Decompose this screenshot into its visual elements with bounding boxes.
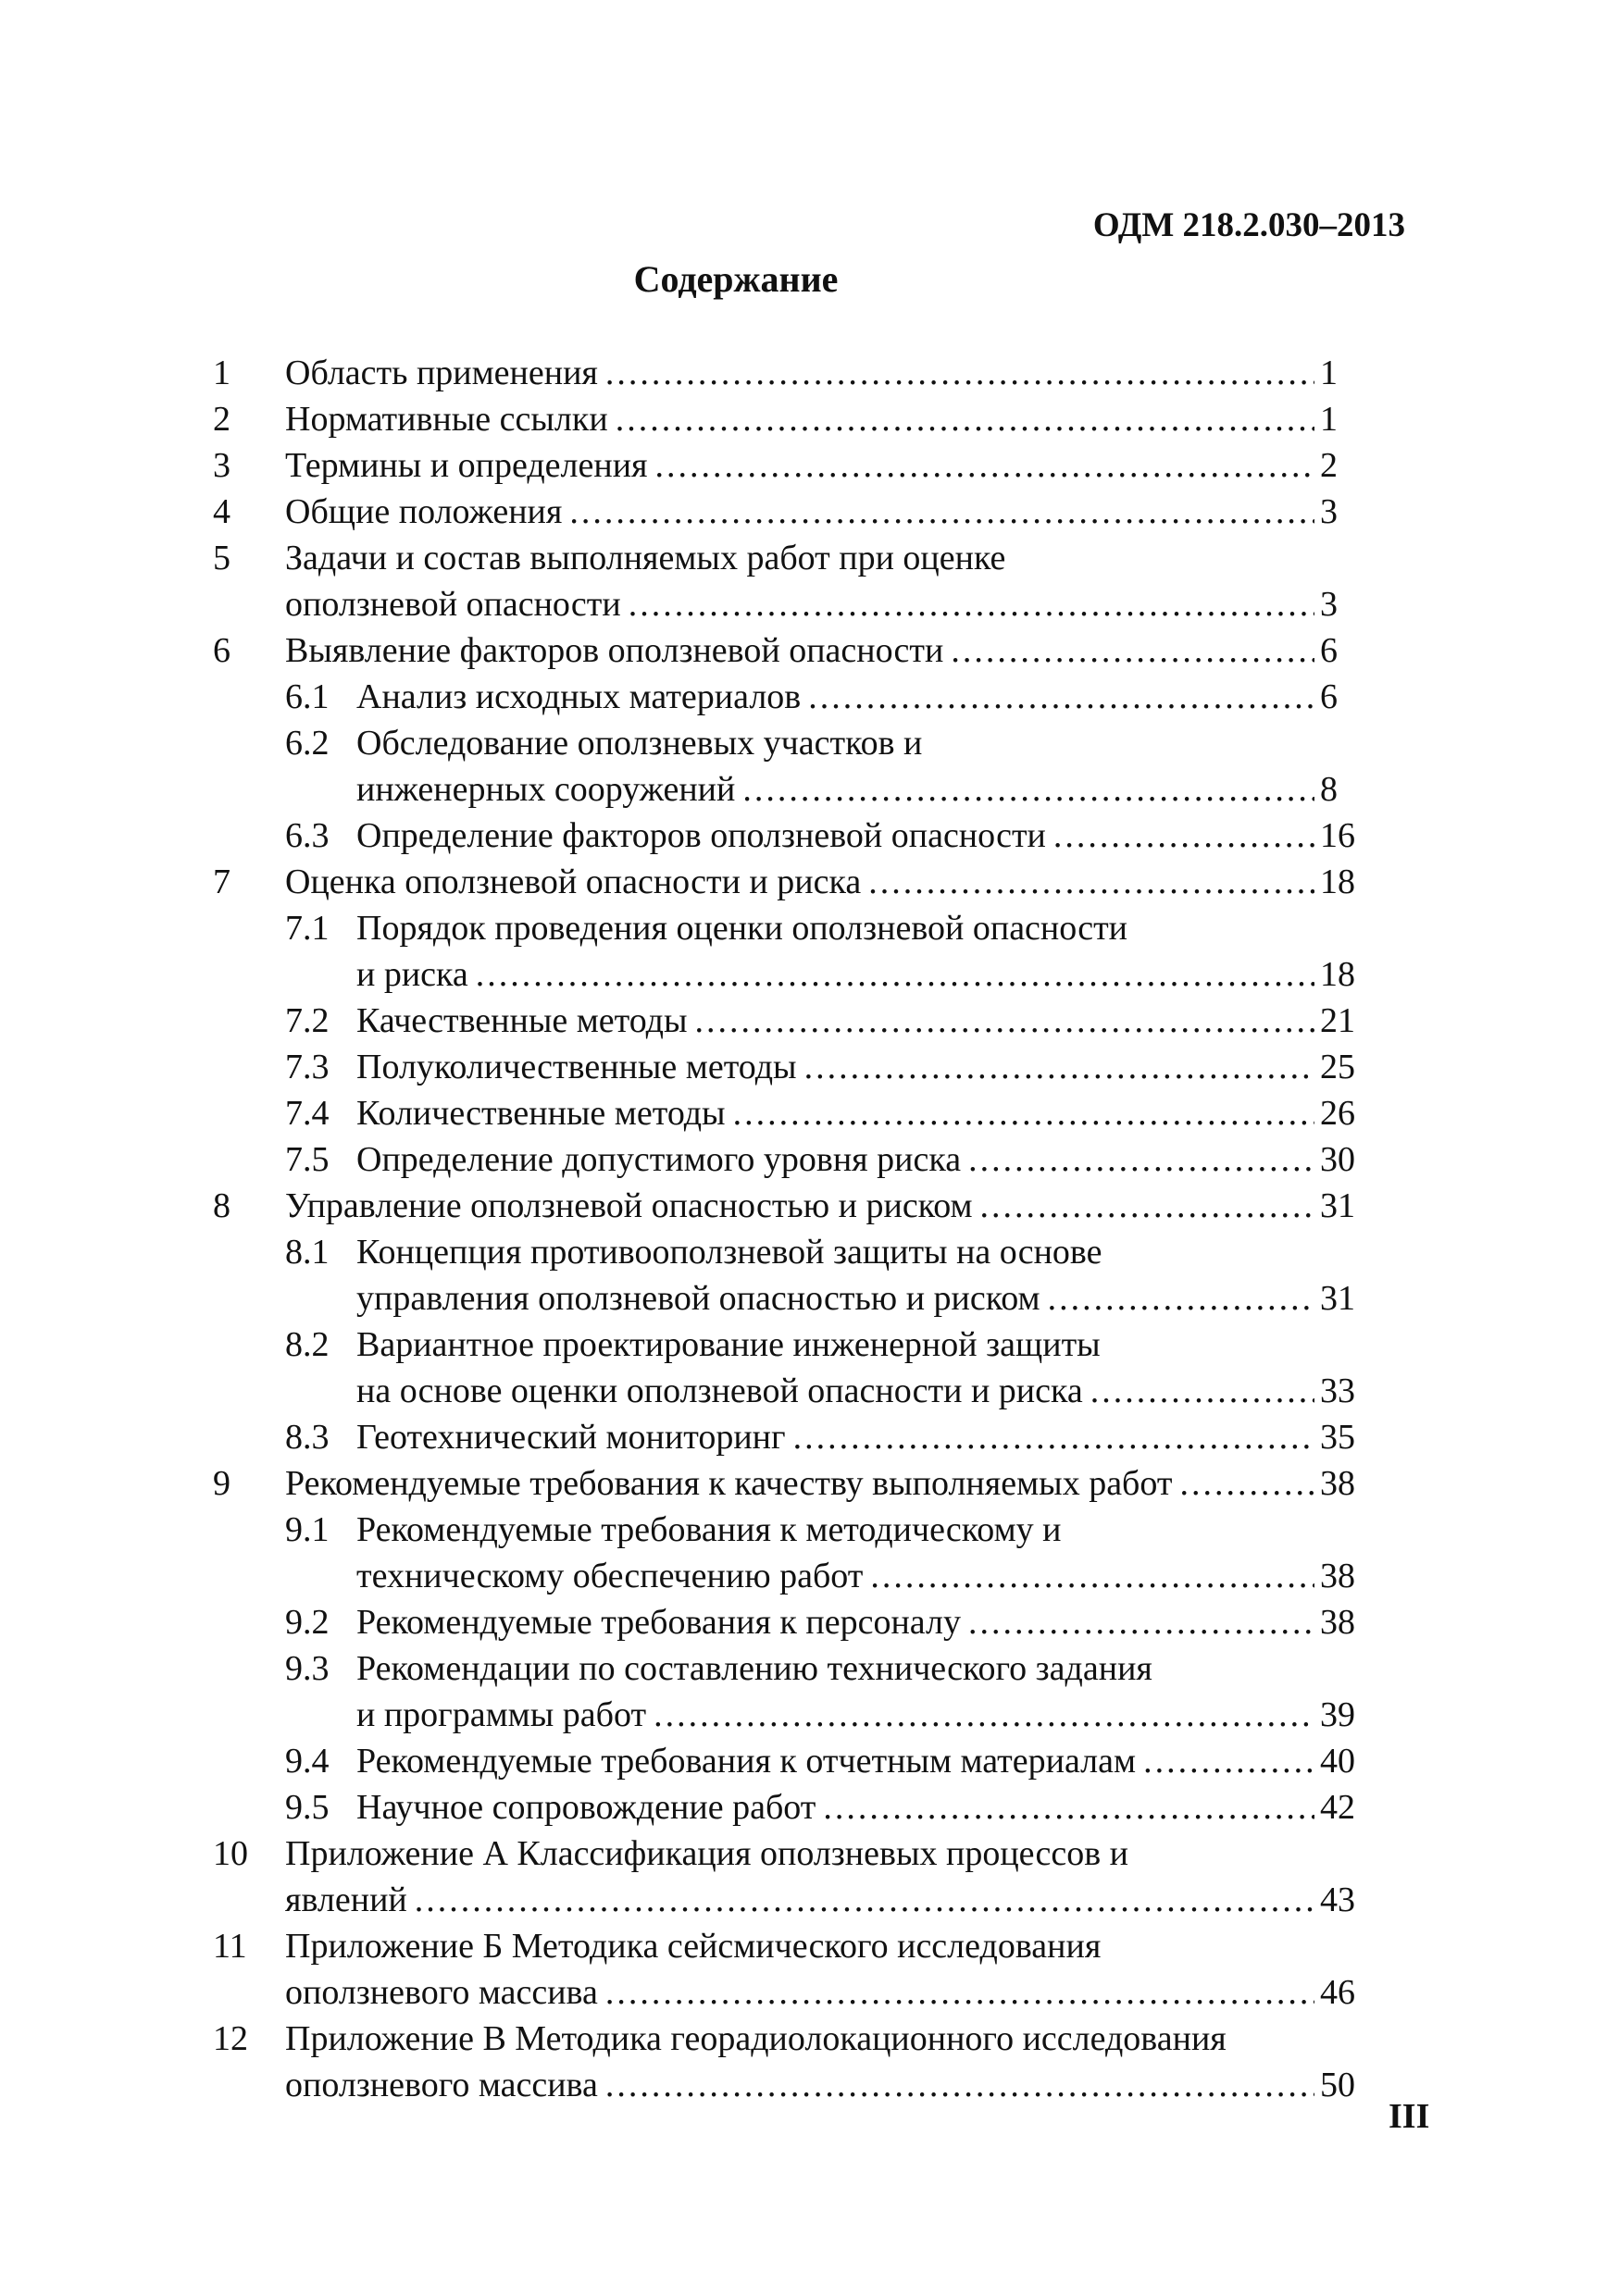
- toc-page-number: 6: [1320, 631, 1338, 670]
- toc-page-number: 25: [1320, 1048, 1355, 1086]
- toc-entry-line[interactable]: [356, 1275, 1361, 1322]
- toc-page-number: 38: [1320, 1557, 1355, 1595]
- toc-row: [213, 1414, 1361, 1460]
- toc-page-number: 31: [1320, 1186, 1355, 1225]
- toc-leader-dots: [605, 2062, 1314, 2108]
- toc-row: [213, 1553, 1361, 1599]
- toc-subsection-number: 8.1: [285, 1233, 330, 1272]
- toc-entry-line[interactable]: [285, 1183, 1361, 1229]
- toc-page-number: 38: [1320, 1464, 1355, 1503]
- toc-entry-title: Управление оползневой опасностью и риском: [285, 1186, 973, 1225]
- toc-entry-line[interactable]: [285, 1969, 1361, 2016]
- toc-page-number: 18: [1320, 955, 1355, 994]
- toc-subsection-number: 8.3: [285, 1418, 330, 1457]
- table-of-contents: [213, 350, 1361, 2108]
- toc-entry-line[interactable]: [285, 1831, 1361, 1877]
- toc-entry-title: Рекомендации по составлению технического задания: [356, 1649, 1152, 1688]
- toc-row: [213, 859, 1361, 905]
- toc-page-number: 16: [1320, 816, 1355, 855]
- toc-subsection-number: 7.4: [285, 1094, 330, 1133]
- toc-row: [213, 1275, 1361, 1322]
- toc-entry-line[interactable]: [356, 766, 1361, 813]
- toc-row: [213, 1136, 1361, 1183]
- toc-section-number: 5: [213, 539, 230, 577]
- toc-page-number: 38: [1320, 1603, 1355, 1642]
- toc-row: [213, 1738, 1361, 1784]
- toc-entry-title: оползневой опасности: [285, 585, 621, 624]
- toc-entry-line[interactable]: [285, 535, 1361, 581]
- toc-row: [213, 1969, 1361, 2016]
- toc-entry-title: Полуколичественные методы: [356, 1048, 797, 1086]
- toc-subsection-number: 7.2: [285, 1001, 330, 1040]
- toc-section-number: 10: [213, 1834, 248, 1873]
- toc-section-number: 9: [213, 1464, 230, 1503]
- toc-page-number: 40: [1320, 1742, 1355, 1781]
- toc-section-number: 2: [213, 400, 230, 439]
- toc-leader-dots: [808, 674, 1314, 720]
- toc-entry-line[interactable]: [356, 1553, 1361, 1599]
- toc-page-number: 8: [1320, 770, 1338, 809]
- toc-entry-title: оползневого массива: [285, 2066, 598, 2104]
- toc-entry-line[interactable]: [285, 1877, 1361, 1923]
- toc-row: [213, 951, 1361, 998]
- toc-entry-line[interactable]: [356, 1322, 1361, 1368]
- toc-entry-title: Рекомендуемые требования к методическому и: [356, 1510, 1062, 1549]
- toc-page-number: 43: [1320, 1880, 1355, 1919]
- toc-entry-title: Определение допустимого уровня риска: [356, 1140, 962, 1179]
- toc-entry-line[interactable]: [356, 905, 1361, 951]
- toc-leader-dots: [870, 1553, 1314, 1599]
- toc-subsection-number: 7.1: [285, 909, 330, 948]
- toc-leader-dots: [980, 1183, 1314, 1229]
- toc-entry-line[interactable]: [356, 720, 1361, 766]
- toc-section-number: 7: [213, 863, 230, 901]
- toc-leader-dots: [569, 489, 1314, 535]
- toc-entry-line[interactable]: [356, 1044, 1361, 1090]
- toc-entry-title: Обследование оползневых участков и: [356, 724, 923, 763]
- toc-subsection-number: 8.2: [285, 1325, 330, 1364]
- toc-subsection-number: 9.1: [285, 1510, 330, 1549]
- toc-entry-title: Рекомендуемые требования к качеству выполняемых работ: [285, 1464, 1173, 1503]
- toc-leader-dots: [823, 1784, 1314, 1831]
- toc-subsection-number: 7.5: [285, 1140, 330, 1179]
- toc-page-number: 42: [1320, 1788, 1355, 1827]
- toc-page-number: 50: [1320, 2066, 1355, 2104]
- toc-entry-line[interactable]: [356, 1136, 1361, 1183]
- toc-row: [213, 766, 1361, 813]
- toc-entry-title: инженерных сооружений: [356, 770, 736, 809]
- toc-entry-line[interactable]: [356, 813, 1361, 859]
- toc-entry-line[interactable]: [285, 350, 1361, 396]
- toc-subsection-number: 6.1: [285, 677, 330, 716]
- toc-entry-title: Порядок проведения оценки оползневой опасности: [356, 909, 1128, 948]
- toc-leader-dots: [733, 1090, 1314, 1136]
- toc-leader-dots: [951, 627, 1314, 674]
- toc-leader-dots: [629, 581, 1314, 627]
- toc-entry-line[interactable]: [285, 627, 1361, 674]
- toc-page-number: 26: [1320, 1094, 1355, 1133]
- toc-entry-line[interactable]: [285, 489, 1361, 535]
- toc-entry-title: Задачи и состав выполняемых работ при оценке: [285, 539, 1006, 577]
- toc-entry-line[interactable]: [356, 951, 1361, 998]
- toc-leader-dots: [1090, 1368, 1314, 1414]
- toc-page-number: 6: [1320, 677, 1338, 716]
- toc-row: [213, 1831, 1361, 1877]
- toc-leader-dots: [968, 1136, 1314, 1183]
- toc-entry-title: Область применения: [285, 354, 598, 392]
- toc-leader-dots: [868, 859, 1314, 905]
- toc-entry-line[interactable]: [356, 1784, 1361, 1831]
- toc-section-number: 1: [213, 354, 230, 392]
- toc-row: [213, 627, 1361, 674]
- toc-row: [213, 1923, 1361, 1969]
- toc-page-number: 33: [1320, 1371, 1355, 1410]
- toc-row: [213, 1368, 1361, 1414]
- toc-subsection-number: 7.3: [285, 1048, 330, 1086]
- toc-subsection-number: 9.2: [285, 1603, 330, 1642]
- toc-entry-title: Выявление факторов оползневой опасности: [285, 631, 944, 670]
- toc-row: [213, 535, 1361, 581]
- toc-page-number: 21: [1320, 1001, 1355, 1040]
- toc-row: [213, 813, 1361, 859]
- toc-entry-line[interactable]: [356, 1692, 1361, 1738]
- toc-entry-line[interactable]: [285, 2062, 1361, 2108]
- toc-entry-line[interactable]: [285, 581, 1361, 627]
- toc-leader-dots: [415, 1877, 1314, 1923]
- toc-entry-title: явлений: [285, 1880, 407, 1919]
- toc-page-number: 39: [1320, 1695, 1355, 1734]
- toc-entry-title: на основе оценки оползневой опасности и риска: [356, 1371, 1083, 1410]
- toc-leader-dots: [476, 951, 1314, 998]
- toc-page-number: 3: [1320, 585, 1338, 624]
- toc-leader-dots: [605, 350, 1314, 396]
- toc-entry-title: Качественные методы: [356, 1001, 688, 1040]
- toc-entry-title: Приложение В Методика георадиолокационного исследования: [285, 2019, 1227, 2058]
- toc-section-number: 3: [213, 446, 230, 485]
- toc-entry-title: Геотехнический мониторинг: [356, 1418, 786, 1457]
- toc-page-number: 31: [1320, 1279, 1355, 1318]
- toc-section-number: 4: [213, 492, 230, 531]
- toc-row: [213, 998, 1361, 1044]
- toc-page-number: 2: [1320, 446, 1338, 485]
- toc-leader-dots: [695, 998, 1314, 1044]
- toc-leader-dots: [1048, 1275, 1314, 1322]
- toc-row: [213, 442, 1361, 489]
- toc-subsection-number: 6.3: [285, 816, 330, 855]
- toc-row: [213, 1877, 1361, 1923]
- toc-subsection-number: 9.5: [285, 1788, 330, 1827]
- toc-entry-title: Приложение А Классификация оползневых процессов и: [285, 1834, 1128, 1873]
- toc-leader-dots: [742, 766, 1314, 813]
- toc-row: [213, 581, 1361, 627]
- toc-row: [213, 2016, 1361, 2062]
- toc-leader-dots: [616, 396, 1314, 442]
- toc-entry-title: Количественные методы: [356, 1094, 726, 1133]
- toc-leader-dots: [1180, 1460, 1315, 1507]
- toc-entry-line[interactable]: [285, 2016, 1361, 2062]
- toc-row: [213, 350, 1361, 396]
- toc-row: [213, 674, 1361, 720]
- toc-entry-title: Научное сопровождение работ: [356, 1788, 816, 1827]
- toc-entry-line[interactable]: [356, 1229, 1361, 1275]
- toc-entry-title: Нормативные ссылки: [285, 400, 608, 439]
- toc-entry-title: Анализ исходных материалов: [356, 677, 802, 716]
- document-code: ОДМ 218.2.030–2013: [1092, 206, 1405, 244]
- toc-page-number: 35: [1320, 1418, 1355, 1457]
- toc-row: [213, 1044, 1361, 1090]
- toc-entry-title: и программы работ: [356, 1695, 647, 1734]
- toc-subsection-number: 9.4: [285, 1742, 330, 1781]
- toc-row: [213, 1322, 1361, 1368]
- toc-row: [213, 489, 1361, 535]
- toc-leader-dots: [654, 1692, 1314, 1738]
- toc-entry-title: Вариантное проектирование инженерной защиты: [356, 1325, 1101, 1364]
- toc-entry-title: Общие положения: [285, 492, 563, 531]
- toc-entry-line[interactable]: [356, 1368, 1361, 1414]
- toc-entry-line[interactable]: [356, 1507, 1361, 1553]
- toc-entry-title: Рекомендуемые требования к отчетным материалам: [356, 1742, 1137, 1781]
- toc-page-number: 46: [1320, 1973, 1355, 2012]
- toc-entry-line[interactable]: [356, 674, 1361, 720]
- toc-row: [213, 1229, 1361, 1275]
- toc-leader-dots: [793, 1414, 1314, 1460]
- toc-entry-title: Термины и определения: [285, 446, 648, 485]
- toc-leader-dots: [804, 1044, 1314, 1090]
- toc-entry-line[interactable]: [356, 1414, 1361, 1460]
- toc-entry-line[interactable]: [356, 1645, 1361, 1692]
- toc-subsection-number: 6.2: [285, 724, 330, 763]
- toc-row: [213, 2062, 1361, 2108]
- toc-row: [213, 1692, 1361, 1738]
- toc-entry-title: Определение факторов оползневой опасности: [356, 816, 1046, 855]
- toc-entry-line[interactable]: [285, 396, 1361, 442]
- toc-page-number: 30: [1320, 1140, 1355, 1179]
- toc-entry-title: Концепция противооползневой защиты на основе: [356, 1233, 1102, 1272]
- toc-entry-line[interactable]: [285, 1460, 1361, 1507]
- toc-entry-line[interactable]: [356, 998, 1361, 1044]
- toc-entry-line[interactable]: [356, 1738, 1361, 1784]
- toc-entry-title: Приложение Б Методика сейсмического исследования: [285, 1927, 1102, 1966]
- toc-entry-title: оползневого массива: [285, 1973, 598, 2012]
- toc-section-number: 11: [213, 1927, 247, 1966]
- toc-page-number: 1: [1320, 354, 1338, 392]
- toc-leader-dots: [1053, 813, 1314, 859]
- toc-section-number: 8: [213, 1186, 230, 1225]
- toc-entry-title: Оценка оползневой опасности и риска: [285, 863, 862, 901]
- toc-page-number: 3: [1320, 492, 1338, 531]
- toc-entry-line[interactable]: [356, 1599, 1361, 1645]
- toc-entry-line[interactable]: [285, 442, 1361, 489]
- toc-row: [213, 1784, 1361, 1831]
- toc-row: [213, 1460, 1361, 1507]
- toc-page-number: 18: [1320, 863, 1355, 901]
- toc-entry-line[interactable]: [285, 1923, 1361, 1969]
- toc-row: [213, 905, 1361, 951]
- toc-leader-dots: [655, 442, 1314, 489]
- toc-entry-title: и риска: [356, 955, 468, 994]
- toc-entry-title: техническому обеспечению работ: [356, 1557, 864, 1595]
- toc-section-number: 6: [213, 631, 230, 670]
- toc-row: [213, 1507, 1361, 1553]
- toc-entry-line[interactable]: [356, 1090, 1361, 1136]
- toc-row: [213, 1645, 1361, 1692]
- toc-entry-title: Рекомендуемые требования к персоналу: [356, 1603, 961, 1642]
- toc-section-number: 12: [213, 2019, 248, 2058]
- toc-row: [213, 396, 1361, 442]
- page-number: III: [1389, 2097, 1430, 2136]
- toc-entry-line[interactable]: [285, 859, 1361, 905]
- toc-entry-title: управления оползневой опасностью и риском: [356, 1279, 1040, 1318]
- toc-title: Содержание: [633, 258, 839, 300]
- toc-subsection-number: 9.3: [285, 1649, 330, 1688]
- toc-leader-dots: [605, 1969, 1314, 2016]
- toc-page-number: 1: [1320, 400, 1338, 439]
- toc-row: [213, 1183, 1361, 1229]
- toc-row: [213, 720, 1361, 766]
- toc-row: [213, 1599, 1361, 1645]
- toc-leader-dots: [1143, 1738, 1314, 1784]
- toc-leader-dots: [968, 1599, 1314, 1645]
- toc-row: [213, 1090, 1361, 1136]
